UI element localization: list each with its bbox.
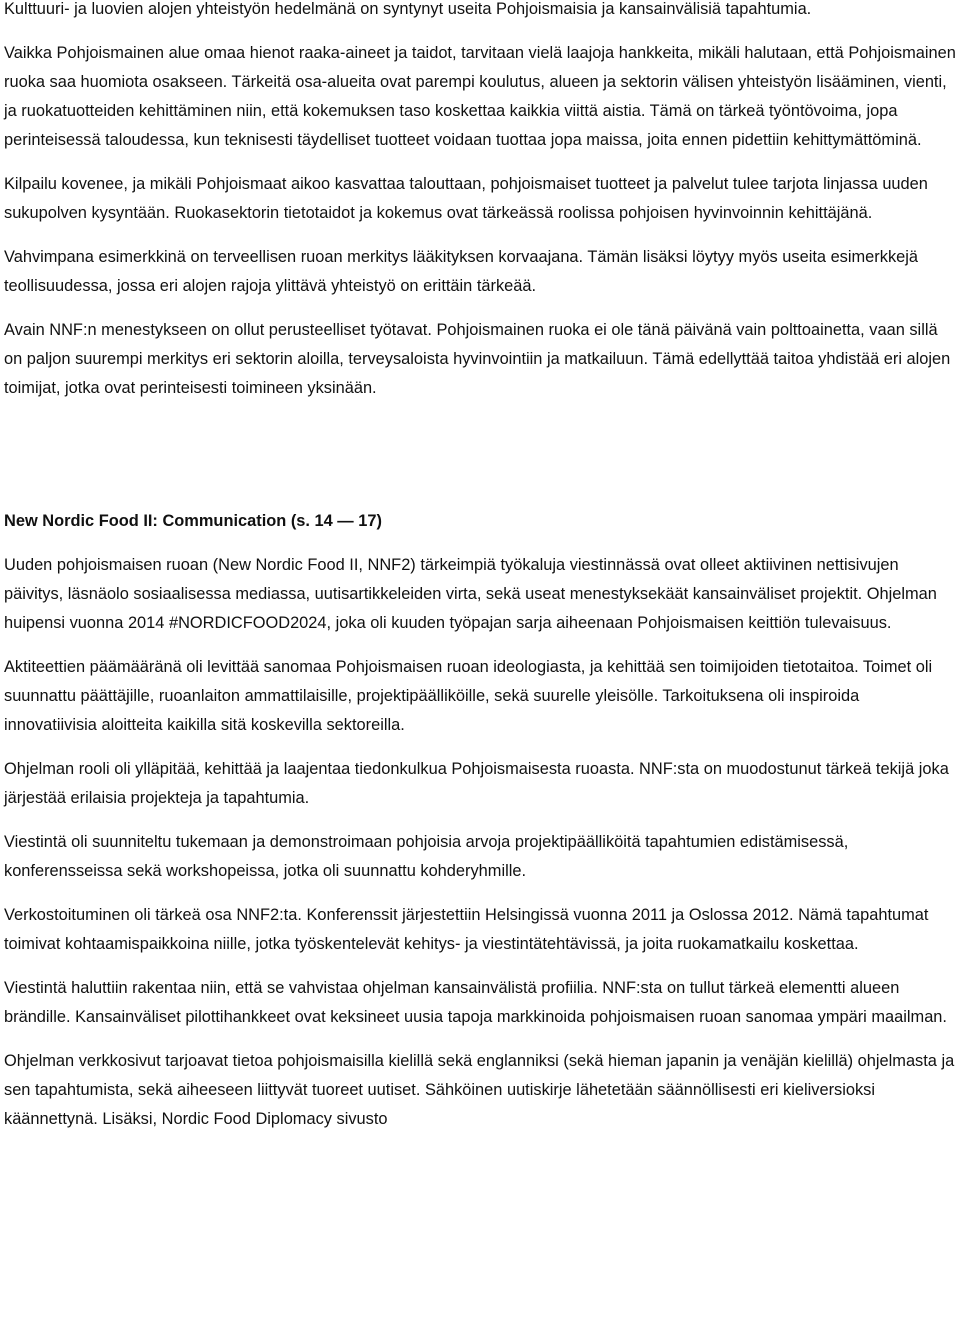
paragraph-competition: Kilpailu kovenee, ja mikäli Pohjoismaat aikoo kasvattaa talouttaan, pohjoismaiset tuotteet ja palvelut tulee tarjota linjassa uuden sukupolven kysyntään. Ruokasektorin tietotaidot ja kokemus ovat tärkeässä roolissa pohjoisen hyvinvoinnin kehittäjänä. [4, 175, 928, 222]
paragraph-international-profile: Viestintä haluttiin rakentaa niin, että se vahvistaa ohjelman kansainvälistä profiilia. NNF:sta on tullut tärkeä elementti alueen brändille. Kansainväliset pilottihankkeet ovat keksineet uusia tapoja markkinoida pohjoismaisen ruoan sanomaa ympäri maailman. [4, 979, 947, 1026]
paragraph-healthy-food: Vahvimpana esimerkkinä on terveellisen ruoan merkitys lääkityksen korvaajana. Tämän lisäksi löytyy myös useita esimerkkejä teollisuudessa, jossa eri alojen rajoja ylittävä yhteistyö on erittäin tärkeää. [4, 248, 919, 295]
paragraph-website: Ohjelman verkkosivut tarjoavat tietoa pohjoismaisilla kielillä sekä englanniksi (sekä hieman japanin ja venäjän kielillä) ohjelmasta ja sen tapahtumista, sekä aiheeseen liittyvät tuoreet uutiset. Sähköinen uutiskirje lähetetään säännöllisesti eri kieliversioksi käännettynä. Lisäksi, Nordic Food Diplomacy sivusto [4, 1052, 955, 1128]
paragraph-program-role: Ohjelman rooli oli ylläpitää, kehittää ja laajentaa tiedonkulkua Pohjoismaisesta ruoasta. NNF:sta on muodostunut tärkeä tekijä joka järjestää erilaisia projekteja ja tapahtumia. [4, 760, 949, 807]
paragraph-activity-goals: Aktiteettien päämääränä oli levittää sanomaa Pohjoismaisen ruoan ideologiasta, ja kehittää sen toimijoiden tietotaitoa. Toimet oli suunnattu päättäjille, ruoanlaiton ammattilaisille, projektipäälliköille, sekä suurelle yleisölle. Tarkoituksena oli inspiroida innovatiivisia aloitteita kaikilla sitä koskevilla sektoreilla. [4, 658, 933, 734]
document-page [4, 0, 956, 1134]
paragraph-nnf-success: Avain NNF:n menestykseen on ollut perusteelliset työtavat. Pohjoismainen ruoka ei ole tänä päivänä vain polttoainetta, vaan sillä on paljon suurempi merkitys eri sektorin aloilla, terveysaloista hyvinvointiin ja matkailuun. Tämä edellyttää taitoa yhdistää eri alojen toimijat, jotka ovat perinteisesti toimineen yksinään. [4, 321, 951, 397]
paragraph-nnf2-tools: Uuden pohjoismaisen ruoan (New Nordic Food II, NNF2) tärkeimpiä työkaluja viestinnässä ovat olleet aktiivinen nettisivujen päivitys, läsnäolo sosiaalisessa mediassa, uutisartikkeleiden virta, sekä useat menestyksekäät kansainväliset projektit. Ohjelman huipensi vuonna 2014 #NORDICFOOD2024, joka oli kuuden työpajan sarja aiheenaan Pohjoismaisen keittiön tulevaisuus. [4, 556, 937, 632]
section-heading-communication: New Nordic Food II: Communication (s. 14 — 17) [4, 512, 382, 530]
paragraph-projects-needed: Vaikka Pohjoismainen alue omaa hienot raaka-aineet ja taidot, tarvitaan vielä laajoja hankkeita, mikäli halutaan, että Pohjoismainen ruoka saa huomiota osakseen. Tärkeitä osa-alueita ovat parempi koulutus, alueen ja sektorin välisen yhteistyön lisääminen, vienti, ja ruokatuotteiden kehittäminen niin, että kokemuksen taso koskettaa kaikkia viittä aistia. Tämä on tärkeä työntövoima, jopa perinteisessä taloudessa, kun teknisesti täydelliset tuotteet voidaan tuottaa jopa maissa, joita ennen pidettiin kehittymättöminä. [4, 44, 956, 149]
paragraph-communication-plan: Viestintä oli suunniteltu tukemaan ja demonstroimaan pohjoisia arvoja projektipäälliköitä tapahtumien edistämisessä, konferensseissa sekä workshopeissa, jotka oli suunnattu kohderyhmille. [4, 833, 849, 880]
paragraph-intro-events: Kulttuuri- ja luovien alojen yhteistyön hedelmänä on syntynyt useita Pohjoismaisia ja kansainvälisiä tapahtumia. [4, 0, 812, 18]
paragraph-networking: Verkostoituminen oli tärkeä osa NNF2:ta. Konferenssit järjestettiin Helsingissä vuonna 2011 ja Oslossa 2012. Nämä tapahtumat toimivat kohtaamispaikkoina niille, jotka työskentelevät kehitys- ja viestintätehtävissä, ja joita ruokamatkailu koskettaa. [4, 906, 929, 953]
